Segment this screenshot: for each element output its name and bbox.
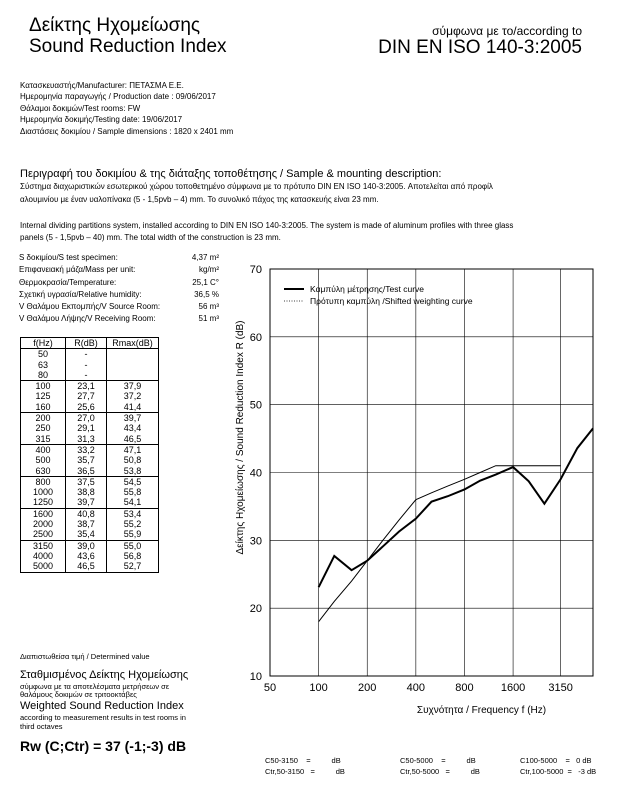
frequency-cell: 5000 [21,561,66,572]
footer-term-c50-3150: C50-3150 = dB [265,756,341,765]
table-row [21,476,159,487]
y-axis-label: Δείκτης Ηχομείωσης / Sound Reduction Index R (dB) [235,320,246,555]
footer-term-ctr-100-5000: Ctr,100-5000 = -3 dB [520,767,597,776]
condition-row [18,252,220,264]
r-value-cell: 40,8 [66,508,107,519]
r-value-cell: 23,1 [66,381,107,392]
rmax-value-cell [107,349,159,360]
x-tick-label: 3150 [548,682,573,694]
x-tick-label: 50 [263,682,277,694]
frequency-cell: 200 [21,413,66,424]
test-curve-line [319,428,593,587]
footer-term-c100-5000: C100-5000 = 0 dB [520,756,592,765]
rmax-value-cell: 37,9 [107,381,159,392]
rmax-value-cell: 54,1 [107,497,159,508]
frequency-cell: 800 [21,476,66,487]
r-value-cell: 38,7 [66,519,107,529]
condition-value: 4,37 m² [191,253,219,262]
r-value-cell: 33,2 [66,444,107,455]
table-header-row [21,338,159,349]
footer-term-ctr-50-5000: Ctr,50-5000 = dB [400,767,480,776]
rmax-value-cell: 55,9 [107,529,159,540]
rmax-value-cell: 54,5 [107,476,159,487]
condition-value: 25,1 C° [192,277,219,287]
r-value-cell: 36,5 [66,466,107,477]
r-value-cell: - [66,360,107,370]
table-row [21,540,159,551]
table-row [21,497,159,508]
condition-row [18,264,220,276]
rmax-value-cell: 46,5 [107,434,159,445]
rmax-value-cell [107,370,159,381]
measurement-table [20,337,159,573]
table-header-cell: Rmax(dB) [107,338,159,349]
frequency-cell: 250 [21,423,66,433]
condition-value: kg/m² [199,265,219,275]
frequency-cell: 160 [21,402,66,413]
table-row [21,561,159,572]
table-row [21,349,159,360]
condition-label: Σχετική υγρασία/Relative humidity: [19,289,142,299]
r-value-cell: 27,7 [66,391,107,401]
footer-term-ctr-50-3150: Ctr,50-3150 = dB [265,767,345,776]
condition-label: Επιφανειακή μάζα/Mass per unit: [19,265,136,275]
table-row [21,529,159,540]
footer-term-c50-5000: C50-5000 = dB [400,756,476,765]
rmax-value-cell: 37,2 [107,391,159,401]
description-english-2: panels (5 - 1,5pvb – 40) mm. The total width of the construction is 23 mm. [20,233,281,242]
rmax-value-cell: 55,0 [107,540,159,551]
y-tick-label: 30 [249,535,262,548]
x-tick-label: 100 [309,682,328,694]
rating-greek-title: Σταθμισμένος Δείκτης Ηχομείωσης [20,669,189,681]
r-value-cell: 29,1 [66,423,107,433]
info-manufacturer: Κατασκευαστής/Manufacturer: ΠΕΤΑΣΜΑ Ε.Ε. [20,81,184,90]
r-value-cell: 38,8 [66,487,107,497]
table-row [21,434,159,445]
table-row [21,402,159,413]
info-testing-date: Ημερομηνία δοκιμής/Testing date: 19/06/2017 [20,115,183,124]
table-header-cell: f(Hz) [21,338,66,349]
info-test-rooms: Θάλαμοι δοκιμών/Test rooms: FW [20,104,141,113]
y-tick-label: 50 [249,399,262,412]
legend-shifted-curve-label: Πρότυπη καμπύλη /Shifted weighting curve [310,296,473,306]
r-value-cell: 46,5 [66,561,107,572]
rmax-value-cell: 47,1 [107,444,159,455]
table-row [21,551,159,561]
table-row [21,360,159,370]
standard-label: DIN EN ISO 140-3:2005 [378,37,582,58]
frequency-cell: 1600 [21,508,66,519]
frequency-cell: 100 [21,381,66,392]
title-greek: Δείκτης Ηχομείωσης [29,15,201,36]
table-row [21,519,159,529]
table-row [21,381,159,392]
r-value-cell: 25,6 [66,402,107,413]
condition-label: Θερμοκρασία/Temperature: [19,277,117,287]
rmax-value-cell: 43,4 [107,423,159,433]
rating-english-title: Weighted Sound Reduction Index [20,700,184,712]
sound-reduction-chart [225,255,610,720]
r-value-cell: 35,4 [66,529,107,540]
frequency-cell: 125 [21,391,66,401]
title-english: Sound Reduction Index [29,36,227,57]
rmax-value-cell: 53,4 [107,508,159,519]
description-english-1: Internal dividing partitions system, installed according to DIN EN ISO 140-3:2005. The system is made of aluminum profiles with three glass [20,221,514,230]
table-row [21,508,159,519]
r-value-cell: 31,3 [66,434,107,445]
frequency-cell: 1000 [21,487,66,497]
frequency-cell: 315 [21,434,66,445]
table-row [21,370,159,381]
r-value-cell: - [66,349,107,360]
table-row [21,423,159,433]
table-header-cell: R(dB) [66,338,107,349]
frequency-cell: 2000 [21,519,66,529]
description-greek-2: αλουμινίου με έναν υαλοπίνακα (5 - 1,5pvb – 4) mm. Το συνολικό πάχος της κατασκευής είναι 23 mm. [20,195,379,204]
r-value-cell: - [66,370,107,381]
shifted-weighting-curve-line [319,466,561,622]
frequency-cell: 50 [21,349,66,360]
frequency-cell: 63 [21,360,66,370]
rmax-value-cell [107,360,159,370]
info-sample-dimensions: Διαστάσεις δοκιμίου / Sample dimensions : 1820 x 2401 mm [20,127,234,136]
r-value-cell: 37,5 [66,476,107,487]
condition-row [18,277,220,289]
table-row [21,413,159,424]
frequency-cell: 630 [21,466,66,477]
table-row [21,444,159,455]
rating-greek-sub1: σύμφωνα με τα αποτελέσματα μετρήσεων σε [20,682,170,691]
y-tick-label: 10 [249,671,262,683]
description-heading: Περιγραφή του δοκιμίου & της διάταξης τοποθέτησης / Sample & mounting description: [20,168,442,180]
y-tick-label: 60 [249,331,262,344]
r-value-cell: 43,6 [66,551,107,561]
rmax-value-cell: 39,7 [107,413,159,424]
table-row [21,455,159,465]
y-tick-label: 40 [249,467,262,480]
table-row [21,391,159,401]
rw-rating: Rw (C;Ctr) = 37 (-1;-3) dB [20,738,187,754]
rmax-value-cell: 55,8 [107,487,159,497]
determined-value-label: Διαπιστωθείσα τιμή / Determined value [20,652,150,661]
x-tick-label: 200 [358,682,377,694]
r-value-cell: 39,7 [66,497,107,508]
conditions-table [18,252,220,326]
frequency-cell: 80 [21,370,66,381]
r-value-cell: 39,0 [66,540,107,551]
frequency-cell: 500 [21,455,66,465]
rmax-value-cell: 50,8 [107,455,159,465]
x-tick-label: 1600 [500,682,526,694]
info-production-date: Ημερομηνία παραγωγής / Production date : 09/06/2017 [20,92,216,101]
legend-test-curve-label: Καμπύλη μέτρησης/Test curve [310,284,425,294]
rmax-value-cell: 56,8 [107,551,159,561]
table-row [21,487,159,497]
table-row [21,466,159,477]
rating-english-sub2: third octaves [20,722,63,731]
frequency-cell: 1250 [21,497,66,508]
y-tick-label: 20 [249,603,262,616]
rmax-value-cell: 52,7 [107,561,159,572]
frequency-cell: 3150 [21,540,66,551]
x-axis-label: Συχνότητα / Frequency f (Hz) [416,705,547,716]
condition-label: S δοκιμίου/S test specimen: [19,253,118,262]
condition-row [18,301,220,313]
r-value-cell: 35,7 [66,455,107,465]
description-greek-1: Σύστημα διαχωριστικών εσωτερικού χώρου τοποθετημένο σύμφωνα με το πρότυπο DIN EN ISO 140-3:2005. Αποτελείται από προφίλ [20,182,493,191]
rmax-value-cell: 41,4 [107,402,159,413]
frequency-cell: 2500 [21,529,66,540]
condition-value: 36,5 % [194,289,219,299]
rating-greek-sub2: θαλάμους δοκιμών σε τριτοοκτάβες [20,690,137,699]
frequency-cell: 400 [21,444,66,455]
rmax-value-cell: 55,2 [107,519,159,529]
r-value-cell: 27,0 [66,413,107,424]
rating-english-sub1: according to measurement results in test rooms in [20,713,186,722]
x-tick-label: 400 [406,682,426,694]
frequency-cell: 4000 [21,551,66,561]
condition-label: V Θαλάμου Λήψης/V Receiving Room: [19,314,156,324]
condition-label: V Θαλάμου Εκπομπής/V Source Room: [19,302,161,312]
condition-row [18,313,220,325]
condition-value: 56 m³ [198,302,219,312]
y-tick-label: 70 [249,264,262,276]
condition-row [18,289,220,301]
condition-value: 51 m³ [198,314,219,324]
x-tick-label: 800 [455,682,474,694]
according-to-label: σύμφωνα με το/according to [432,24,582,38]
rmax-value-cell: 53,8 [107,466,159,477]
